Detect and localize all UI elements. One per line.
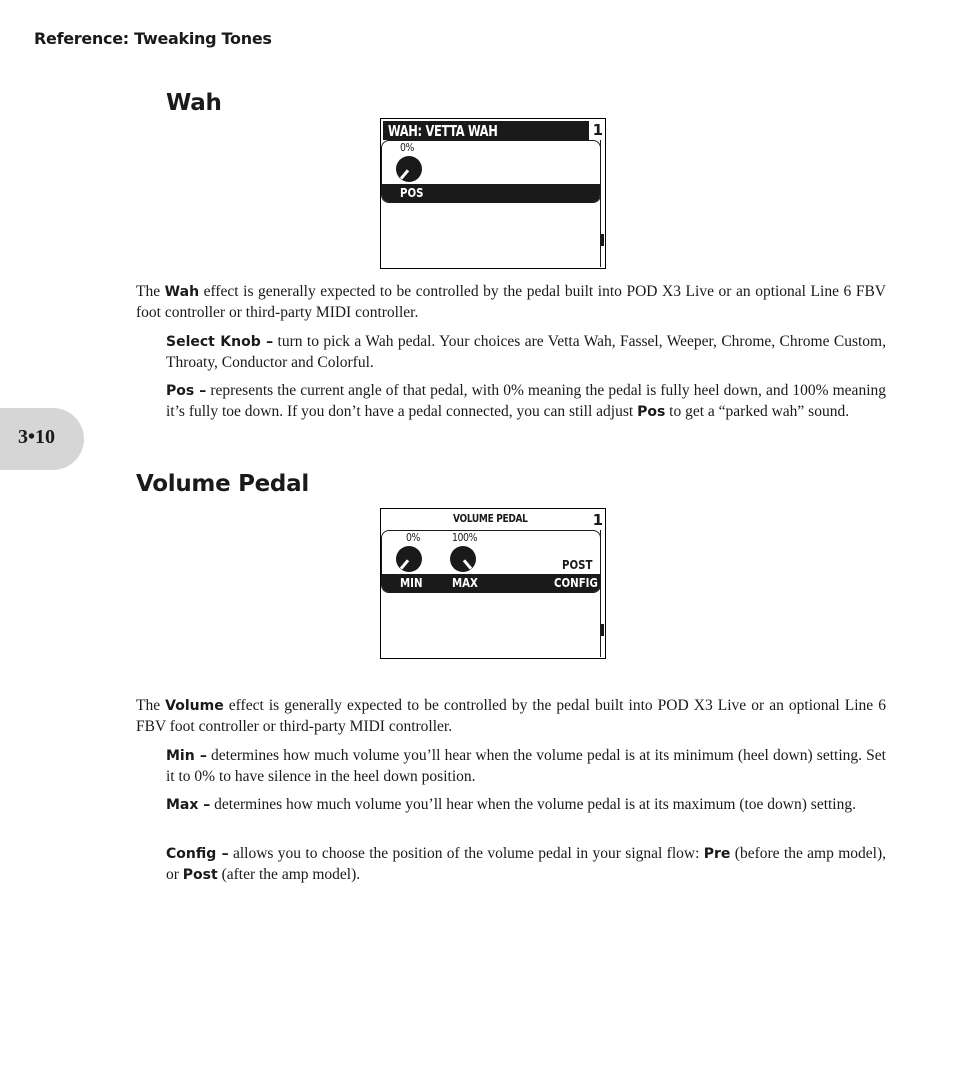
running-head: Reference: Tweaking Tones [34,29,272,48]
term-pre: Pre [703,846,731,862]
pos-knob-icon [396,156,422,182]
text: determines how much volume you’ll hear when the volume pedal is at its minimum (heel down) setting. Set it to 0% to have silence in the heel down position. [166,747,886,785]
page-number: 3•10 [18,426,56,448]
lcd-scrollbar-thumb [601,624,604,636]
max-knob-icon [450,546,476,572]
term-post: Post [182,866,218,883]
term-wah: Wah [164,284,200,300]
lcd-page-number: 1 [592,121,603,139]
min-knob-icon [396,546,422,572]
lcd-parameter-panel [381,530,601,593]
config-paragraph [166,844,886,885]
term-select-knob: Select Knob – [166,334,274,350]
min-knob-label: MIN [400,576,423,590]
volume-section-title: Volume Pedal [136,471,309,497]
text: turn to pick a Wah pedal. Your choices are Vetta Wah, Fassel, Weeper, Chrome, Chrome Custom, Throaty, Conductor and Colorful. [166,333,886,371]
text: The [136,697,166,714]
max-paragraph [166,795,886,816]
wah-lcd-screen [380,118,606,269]
term-config: Config – [166,846,229,862]
term-pos: Pos – [166,383,207,399]
pos-knob-value: 0% [400,141,414,154]
lcd-scrollbar [600,530,604,657]
lcd-label-bar [382,184,600,202]
pos-knob-label: POS [400,186,424,200]
term-pos-inline: Pos [637,403,666,420]
lcd-label-bar [382,574,600,592]
lcd-title: WAH: VETTA WAH [388,122,498,140]
text: (after the amp model). [217,865,361,883]
pos-paragraph [166,381,886,422]
lcd-scrollbar [600,140,604,267]
text: represents the current angle of that pedal, with 0% meaning the pedal is fully heel down, and 100% meaning it’s fully toe down. If you don’t have a pedal connected, you can still adjust [166,382,886,420]
volume-intro-paragraph [136,696,886,736]
min-knob-value: 0% [406,531,420,544]
text: The [136,283,165,300]
lcd-title: VOLUME PEDAL [453,512,528,525]
text: allows you to choose the position of the volume pedal in your signal flow: [228,845,704,862]
max-knob-label: MAX [452,576,478,590]
text: determines how much volume you’ll hear when the volume pedal is at its maximum (toe down) setting. [210,796,856,813]
term-min: Min – [166,748,207,764]
text: effect is generally expected to be controlled by the pedal built into POD X3 Live or an optional Line 6 FBV foot controller or third-party MIDI controller. [136,697,886,735]
lcd-parameter-panel [381,140,601,203]
lcd-page-number: 1 [592,511,603,529]
text: to get a “parked wah” sound. [665,402,850,420]
wah-section-title: Wah [166,90,222,116]
min-paragraph [166,746,886,786]
lcd-title-bar [383,121,589,140]
text: effect is generally expected to be controlled by the pedal built into POD X3 Live or an optional Line 6 FBV foot controller or third-party MIDI controller. [136,283,886,321]
term-volume: Volume [165,698,224,714]
lcd-scrollbar-thumb [601,234,604,246]
config-label: CONFIG [554,576,598,590]
term-max: Max – [166,797,211,813]
wah-intro-paragraph [136,282,886,322]
config-value: POST [562,558,593,572]
select-knob-paragraph [166,332,886,372]
max-knob-value: 100% [452,531,478,544]
text: (before the amp model), or [166,845,886,883]
volume-lcd-screen [380,508,606,659]
